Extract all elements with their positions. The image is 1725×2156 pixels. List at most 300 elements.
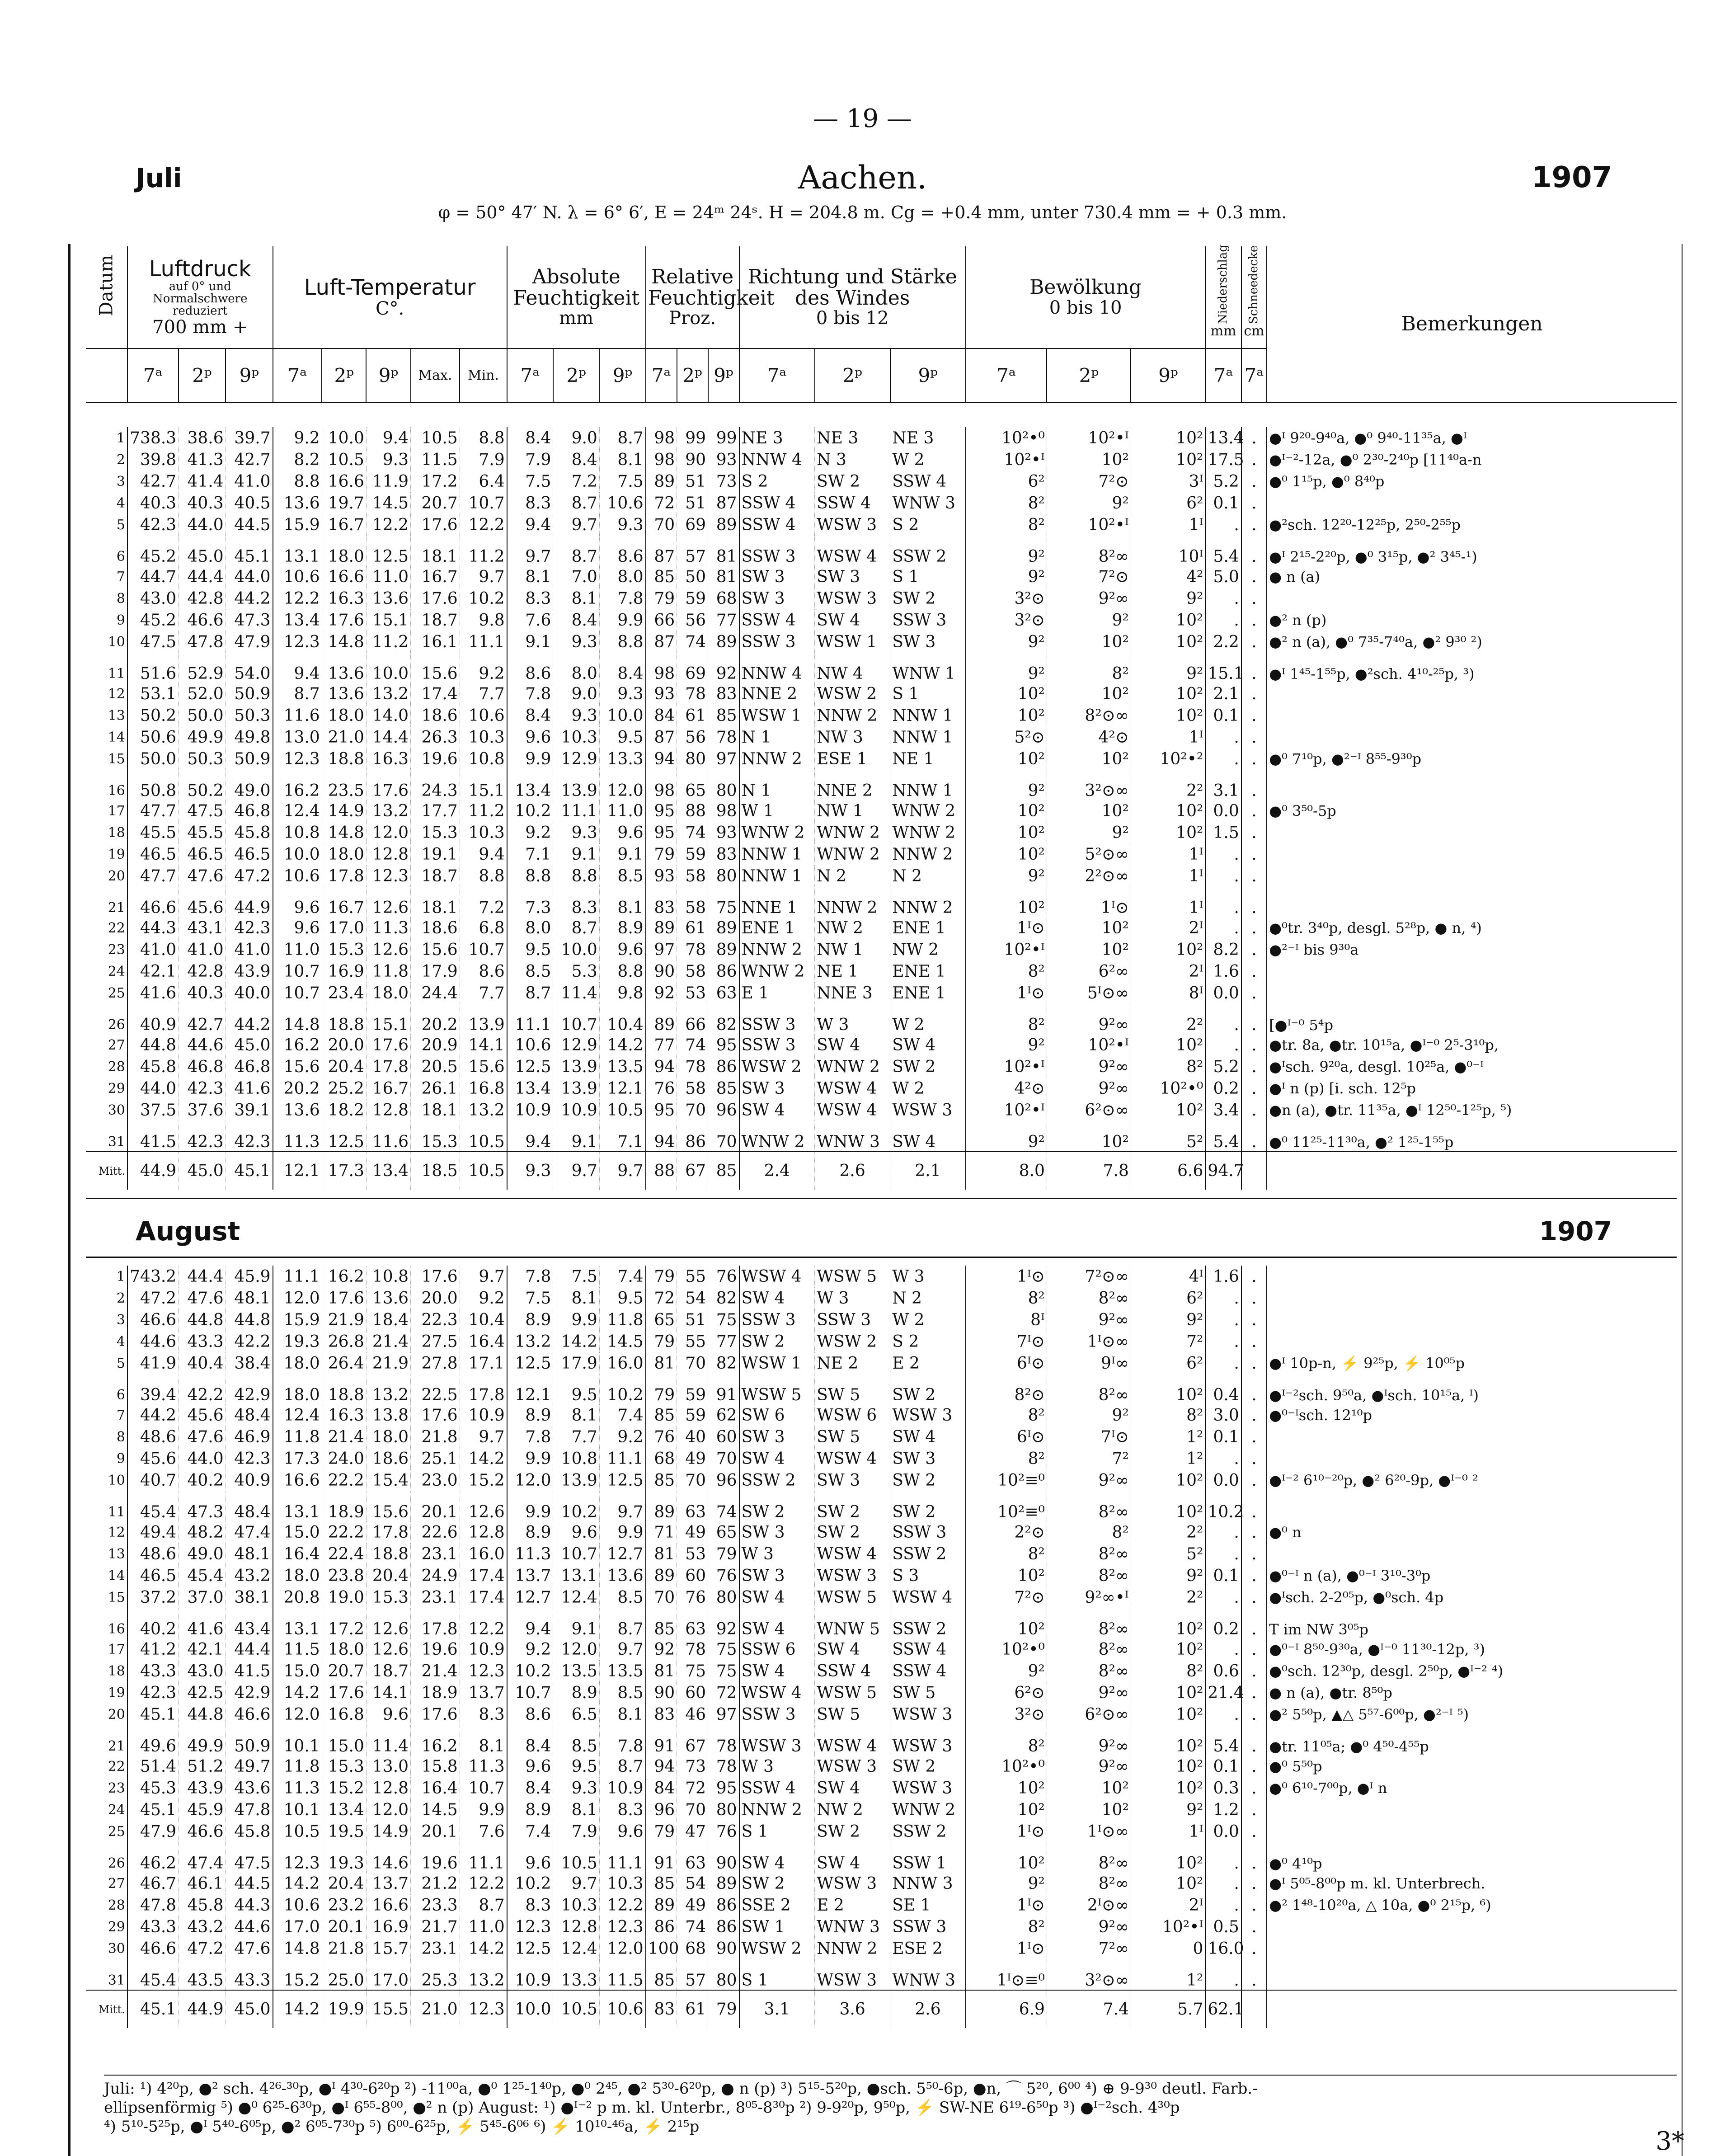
value-cell: 10.5 bbox=[411, 427, 460, 449]
value-cell: 47.4 bbox=[179, 1842, 226, 1873]
remark-cell bbox=[1267, 1821, 1677, 1842]
value-cell: 8.7 bbox=[460, 1894, 507, 1916]
value-cell: NNW 1 bbox=[890, 705, 966, 726]
value-cell: 15.1 bbox=[1205, 653, 1241, 683]
value-cell: 58 bbox=[677, 865, 708, 887]
value-cell: 16.8 bbox=[322, 1704, 366, 1725]
table-row bbox=[86, 1491, 1677, 1521]
value-cell: 46.1 bbox=[179, 1873, 226, 1894]
value-cell: SW 2 bbox=[890, 1756, 966, 1777]
table-row bbox=[86, 1331, 1677, 1352]
value-cell: WSW 3 bbox=[890, 1099, 966, 1121]
value-cell: 26.1 bbox=[411, 1078, 460, 1099]
value-cell: SW 2 bbox=[739, 1491, 815, 1521]
value-cell: 23.5 bbox=[322, 770, 366, 800]
value-cell: 20.1 bbox=[411, 1821, 460, 1842]
table-row bbox=[86, 1056, 1677, 1078]
value-cell: 9.7 bbox=[599, 1638, 645, 1660]
remark-cell: ●⁰⁻ᴵsch. 12¹⁰p bbox=[1267, 1404, 1677, 1426]
value-cell: 49.4 bbox=[127, 1521, 179, 1543]
value-cell: W 3 bbox=[890, 1266, 966, 1287]
day-cell: 21 bbox=[108, 900, 125, 916]
value-cell: 21.4 bbox=[322, 1426, 366, 1448]
value-cell: WNW 1 bbox=[890, 653, 966, 683]
value-cell: 45.6 bbox=[127, 1448, 179, 1469]
value-cell: 0.0 bbox=[1205, 982, 1241, 1004]
value-cell: 4²⊙ bbox=[1047, 726, 1131, 748]
value-cell: SW 3 bbox=[890, 1448, 966, 1469]
value-cell: 96 bbox=[646, 1799, 677, 1821]
value-cell: 3²⊙ bbox=[966, 1704, 1047, 1725]
value-cell: 9.9 bbox=[507, 748, 553, 770]
value-cell: 9.2 bbox=[507, 1638, 553, 1660]
value-cell: 89 bbox=[708, 939, 739, 960]
value-cell: NNW 2 bbox=[815, 705, 890, 726]
value-cell: 10.8 bbox=[366, 1266, 410, 1287]
value-cell: SW 4 bbox=[890, 1034, 966, 1056]
value-cell: 91 bbox=[646, 1842, 677, 1873]
day-cell: 19 bbox=[108, 1685, 125, 1701]
table-row bbox=[86, 982, 1677, 1004]
value-cell: 14.5 bbox=[411, 1799, 460, 1821]
value-cell: 42.3 bbox=[127, 514, 179, 536]
value-cell: 2ᴵ bbox=[1131, 917, 1205, 939]
value-cell: 11.2 bbox=[460, 536, 507, 566]
value-cell: 71 bbox=[646, 1521, 677, 1543]
value-cell: . bbox=[1205, 609, 1241, 631]
value-cell: SSW 2 bbox=[890, 1608, 966, 1638]
value-cell: 17.4 bbox=[460, 1565, 507, 1586]
value-cell: . bbox=[1241, 960, 1267, 982]
juli-table bbox=[86, 427, 1677, 1190]
day-cell: 4 bbox=[116, 495, 125, 511]
value-cell: 9.4 bbox=[507, 514, 553, 536]
value-cell: 8² bbox=[966, 492, 1047, 514]
value-cell: 44.3 bbox=[127, 917, 179, 939]
value-cell: 10² bbox=[1131, 1608, 1205, 1638]
value-cell: 89 bbox=[708, 514, 739, 536]
value-cell: 96 bbox=[708, 1099, 739, 1121]
value-cell: 5.3 bbox=[553, 960, 599, 982]
value-cell: 9² bbox=[966, 1034, 1047, 1056]
value-cell: 8² bbox=[966, 1404, 1047, 1426]
value-cell: 8.1 bbox=[553, 1799, 599, 1821]
day-cell: 24 bbox=[108, 1802, 125, 1818]
value-cell: 18.2 bbox=[322, 1099, 366, 1121]
value-cell: 10² bbox=[1047, 917, 1131, 939]
value-cell: 9.4 bbox=[460, 843, 507, 865]
value-cell: 98 bbox=[646, 449, 677, 471]
value-cell: 22.2 bbox=[322, 1521, 366, 1543]
value-cell: S 3 bbox=[890, 1565, 966, 1586]
value-cell: 41.6 bbox=[179, 1608, 226, 1638]
value-cell: SSW 2 bbox=[739, 1469, 815, 1491]
value-cell: 43.0 bbox=[179, 1660, 226, 1682]
value-cell: 7.2 bbox=[460, 887, 507, 917]
value-cell: . bbox=[1241, 471, 1267, 492]
value-cell: 9.2 bbox=[460, 653, 507, 683]
value-cell: 0.0 bbox=[1205, 1821, 1241, 1842]
value-cell: . bbox=[1241, 449, 1267, 471]
value-cell: 21.8 bbox=[411, 1426, 460, 1448]
value-cell: 70 bbox=[677, 1099, 708, 1121]
value-cell: N 3 bbox=[815, 449, 890, 471]
table-row bbox=[86, 1777, 1677, 1799]
hour-header-h7: 7ᵃ bbox=[646, 348, 677, 403]
value-cell: 14.5 bbox=[366, 492, 410, 514]
value-cell: 12.0 bbox=[507, 1469, 553, 1491]
value-cell: 25.2 bbox=[322, 1078, 366, 1099]
value-cell: 8² bbox=[1131, 1056, 1205, 1078]
value-cell: 9²∞ bbox=[1047, 1916, 1131, 1938]
table-row bbox=[86, 449, 1677, 471]
value-cell: 9² bbox=[966, 770, 1047, 800]
value-cell: 7.6 bbox=[507, 609, 553, 631]
value-cell: 0 bbox=[1131, 1938, 1205, 1959]
value-cell: 12.3 bbox=[507, 1916, 553, 1938]
value-cell: . bbox=[1205, 1331, 1241, 1352]
value-cell: . bbox=[1241, 1894, 1267, 1916]
value-cell: 54.0 bbox=[226, 653, 273, 683]
value-cell: 10.9 bbox=[507, 1959, 553, 1990]
value-cell: 11.0 bbox=[599, 800, 645, 822]
value-cell: 86 bbox=[708, 960, 739, 982]
value-cell: 46.5 bbox=[226, 843, 273, 865]
value-cell: SW 3 bbox=[739, 1078, 815, 1099]
remark-cell: ●⁰ 4¹⁰p bbox=[1267, 1842, 1677, 1873]
value-cell: . bbox=[1205, 726, 1241, 748]
value-cell: W 2 bbox=[890, 1078, 966, 1099]
value-cell: 15.1 bbox=[366, 609, 410, 631]
august-table bbox=[86, 1266, 1677, 2028]
value-cell: 10² bbox=[966, 1842, 1047, 1873]
value-cell: 46.2 bbox=[127, 1842, 179, 1873]
value-cell: 7.8 bbox=[599, 588, 645, 609]
value-cell: 85 bbox=[708, 1078, 739, 1099]
value-cell: 1ᴵ bbox=[1131, 843, 1205, 865]
value-cell: 72 bbox=[677, 1777, 708, 1799]
day-cell: 30 bbox=[108, 1940, 125, 1957]
table-row bbox=[86, 1404, 1677, 1426]
value-cell: 57 bbox=[677, 1959, 708, 1990]
value-cell: SW 3 bbox=[815, 1469, 890, 1491]
value-cell: 7.2 bbox=[553, 471, 599, 492]
value-cell: 9.6 bbox=[599, 939, 645, 960]
value-cell: 11.3 bbox=[273, 1121, 322, 1152]
table-row bbox=[86, 1799, 1677, 1821]
value-cell: 8²∞ bbox=[1047, 1873, 1131, 1894]
value-cell: 98 bbox=[646, 427, 677, 449]
value-cell: 18.0 bbox=[322, 705, 366, 726]
value-cell: 9.2 bbox=[599, 1426, 645, 1448]
value-cell: 9.3 bbox=[599, 683, 645, 705]
value-cell: 13.2 bbox=[460, 1959, 507, 1990]
value-cell: 85 bbox=[708, 705, 739, 726]
value-cell: 51.2 bbox=[179, 1756, 226, 1777]
value-cell: 10.5 bbox=[599, 1099, 645, 1121]
value-cell: 45.6 bbox=[179, 1404, 226, 1426]
value-cell: 16.8 bbox=[460, 1078, 507, 1099]
value-cell: 84 bbox=[646, 1777, 677, 1799]
value-cell: 47.5 bbox=[179, 800, 226, 822]
value-cell: 10²•ᴵ bbox=[966, 449, 1047, 471]
value-cell: 78 bbox=[677, 1056, 708, 1078]
value-cell: 70 bbox=[708, 1121, 739, 1152]
value-cell: 44.2 bbox=[226, 588, 273, 609]
value-cell: 86 bbox=[677, 1121, 708, 1152]
value-cell: 2.2 bbox=[1205, 631, 1241, 653]
value-cell: 12.2 bbox=[273, 588, 322, 609]
value-cell: SSW 3 bbox=[739, 1034, 815, 1056]
value-cell: 49 bbox=[677, 1448, 708, 1469]
value-cell: 16.7 bbox=[411, 566, 460, 588]
value-cell: 8²∞ bbox=[1047, 1660, 1131, 1682]
value-cell: 47.8 bbox=[127, 1894, 179, 1916]
value-cell: 10.8 bbox=[553, 1448, 599, 1469]
remark-cell: ●⁰ 5⁵⁰p bbox=[1267, 1756, 1677, 1777]
value-cell: 19.3 bbox=[322, 1842, 366, 1873]
day-cell: 20 bbox=[108, 1706, 125, 1723]
value-cell: 10.7 bbox=[273, 982, 322, 1004]
value-cell: 5.2 bbox=[1205, 1056, 1241, 1078]
remark-cell: ●²⁻ᴵ bis 9³⁰a bbox=[1267, 939, 1677, 960]
value-cell: 12.3 bbox=[460, 1660, 507, 1682]
value-cell: W 3 bbox=[815, 1004, 890, 1034]
value-cell: 18.0 bbox=[366, 982, 410, 1004]
value-cell: 92 bbox=[646, 1638, 677, 1660]
table-row bbox=[86, 536, 1677, 566]
table-row bbox=[86, 1660, 1677, 1682]
value-cell: 9.6 bbox=[599, 822, 645, 843]
value-cell: 9.2 bbox=[507, 822, 553, 843]
value-cell: 12.9 bbox=[553, 748, 599, 770]
value-cell: 10.5 bbox=[273, 1821, 322, 1842]
footnote-line-1: Juli: ¹) 4²⁰p, ●² sch. 4²⁶-³⁰p, ●ᴵ 4³⁰-6²⁰p ²) -11⁰⁰a, ●⁰ 1²⁵-1⁴⁰p, ●⁰ 2⁴⁵, ●² 5³⁰-6²⁰p, ● n (p) ³) 5¹⁵-5²⁰p, ●sch. 5⁵⁰-6p, ●n, ⌒ 5²⁰, 6⁰⁰ ⁴) ⊕ 9-9³⁰ deutl. Farb.- bbox=[104, 2080, 1258, 2098]
day-cell: 12 bbox=[108, 1524, 125, 1540]
day-cell: 6 bbox=[116, 549, 125, 565]
value-cell: . bbox=[1241, 566, 1267, 588]
table-row bbox=[86, 865, 1677, 887]
value-cell: 8²∞ bbox=[1047, 1842, 1131, 1873]
value-cell: 2² bbox=[1131, 1586, 1205, 1608]
value-cell: 5.7 bbox=[1131, 1990, 1205, 2028]
value-cell: . bbox=[1241, 1725, 1267, 1756]
value-cell: 9² bbox=[966, 536, 1047, 566]
value-cell: . bbox=[1241, 631, 1267, 653]
value-cell: 80 bbox=[708, 770, 739, 800]
value-cell: 45.2 bbox=[127, 536, 179, 566]
day-cell: 7 bbox=[116, 569, 125, 585]
value-cell: 13.9 bbox=[460, 1004, 507, 1034]
value-cell: 41.9 bbox=[127, 1352, 179, 1374]
day-cell: 10 bbox=[108, 1472, 125, 1488]
value-cell: 8² bbox=[1131, 1404, 1205, 1426]
value-cell: 15.3 bbox=[411, 1121, 460, 1152]
value-cell: 46.6 bbox=[127, 887, 179, 917]
value-cell: 9.6 bbox=[507, 1842, 553, 1873]
day-cell: 8 bbox=[116, 590, 125, 607]
value-cell: . bbox=[1241, 653, 1267, 683]
value-cell: 7.8 bbox=[599, 1725, 645, 1756]
value-cell: 68 bbox=[677, 1938, 708, 1959]
value-cell: 6²⊙∞ bbox=[1047, 1704, 1131, 1725]
value-cell: 13.3 bbox=[553, 1959, 599, 1990]
value-cell: 42.3 bbox=[179, 1121, 226, 1152]
value-cell: 10² bbox=[1131, 427, 1205, 449]
value-cell: 16.3 bbox=[322, 1404, 366, 1426]
value-cell: 43.6 bbox=[226, 1777, 273, 1799]
value-cell: 65 bbox=[677, 770, 708, 800]
value-cell: SW 4 bbox=[890, 1121, 966, 1152]
value-cell: WNW 3 bbox=[890, 1959, 966, 1990]
value-cell: 13.2 bbox=[507, 1331, 553, 1352]
value-cell: 51.4 bbox=[127, 1756, 179, 1777]
value-cell: NW 2 bbox=[815, 917, 890, 939]
value-cell: 19.6 bbox=[411, 1638, 460, 1660]
wind-header: Richtung und Stärke des Windes 0 bis 12 bbox=[739, 246, 966, 348]
value-cell: 18.8 bbox=[322, 748, 366, 770]
value-cell: W 2 bbox=[890, 1004, 966, 1034]
value-cell: 23.2 bbox=[322, 1894, 366, 1916]
value-cell: 42.2 bbox=[226, 1331, 273, 1352]
value-cell: SSW 3 bbox=[890, 1521, 966, 1543]
day-cell: 2 bbox=[116, 1290, 125, 1306]
value-cell: 8.4 bbox=[553, 609, 599, 631]
value-cell: ENE 1 bbox=[890, 960, 966, 982]
day-cell: 26 bbox=[108, 1017, 125, 1033]
value-cell: SW 2 bbox=[815, 1491, 890, 1521]
value-cell: 10² bbox=[1131, 939, 1205, 960]
value-cell: 97 bbox=[708, 1704, 739, 1725]
value-cell: SSW 3 bbox=[815, 1309, 890, 1331]
day-cell: 28 bbox=[108, 1059, 125, 1075]
value-cell: 58 bbox=[677, 887, 708, 917]
value-cell: 12.3 bbox=[599, 1916, 645, 1938]
value-cell: 16.9 bbox=[322, 960, 366, 982]
value-cell: 0.4 bbox=[1205, 1374, 1241, 1404]
value-cell: 43.1 bbox=[179, 917, 226, 939]
value-cell: 80 bbox=[708, 865, 739, 887]
remark-cell: ●⁰ n bbox=[1267, 1521, 1677, 1543]
value-cell: 7² bbox=[1131, 1331, 1205, 1352]
value-cell: . bbox=[1241, 1004, 1267, 1034]
value-cell: 13.7 bbox=[507, 1565, 553, 1586]
value-cell: 9.6 bbox=[553, 1521, 599, 1543]
value-cell: 9² bbox=[966, 631, 1047, 653]
value-cell: 16.7 bbox=[366, 1078, 410, 1099]
value-cell: SSE 2 bbox=[739, 1894, 815, 1916]
value-cell: 17.3 bbox=[273, 1448, 322, 1469]
value-cell: 10.9 bbox=[599, 1777, 645, 1799]
value-cell: . bbox=[1241, 1469, 1267, 1491]
value-cell: 51 bbox=[677, 492, 708, 514]
value-cell: 18.8 bbox=[322, 1004, 366, 1034]
value-cell: 12.2 bbox=[460, 1873, 507, 1894]
value-cell: 9.8 bbox=[599, 982, 645, 1004]
value-cell: . bbox=[1241, 1331, 1267, 1352]
day-cell: 9 bbox=[116, 612, 125, 628]
hour-header-h9: 9ᵖ bbox=[599, 348, 645, 403]
remark-cell: ●⁰⁻ᴵ n (a), ●⁰⁻ᴵ 3¹⁰-3⁰p bbox=[1267, 1565, 1677, 1586]
value-cell: 8.9 bbox=[553, 1682, 599, 1704]
value-cell: 12.4 bbox=[553, 1586, 599, 1608]
value-cell: 49 bbox=[677, 1521, 708, 1543]
value-cell: 46.8 bbox=[226, 800, 273, 822]
table-row bbox=[86, 960, 1677, 982]
value-cell: 2²⊙∞ bbox=[1047, 865, 1131, 887]
value-cell: 73 bbox=[677, 1756, 708, 1777]
value-cell: NW 2 bbox=[815, 1799, 890, 1821]
value-cell: 47.6 bbox=[179, 1426, 226, 1448]
day-cell: 3 bbox=[116, 473, 125, 490]
value-cell: 10.6 bbox=[273, 1894, 322, 1916]
value-cell: 12.3 bbox=[273, 748, 322, 770]
value-cell: 5.4 bbox=[1205, 1121, 1241, 1152]
value-cell: 10.2 bbox=[507, 1660, 553, 1682]
value-cell: 6² bbox=[1131, 1287, 1205, 1309]
value-cell: 18.1 bbox=[411, 887, 460, 917]
remark-cell: ●⁰ 3⁵⁰-5p bbox=[1267, 800, 1677, 822]
value-cell: 4² bbox=[1131, 566, 1205, 588]
remark-cell: ●⁰ 1¹⁵p, ●⁰ 8⁴⁰p bbox=[1267, 471, 1677, 492]
value-cell: 8.1 bbox=[599, 887, 645, 917]
value-cell: SW 3 bbox=[739, 1521, 815, 1543]
value-cell: 10.0 bbox=[507, 1990, 553, 2028]
value-cell: 9² bbox=[966, 865, 1047, 887]
value-cell: 50.3 bbox=[226, 705, 273, 726]
value-cell: 2² bbox=[1131, 1004, 1205, 1034]
value-cell: 44.9 bbox=[179, 1990, 226, 2028]
value-cell: 12.0 bbox=[273, 1704, 322, 1725]
value-cell: 40.2 bbox=[127, 1608, 179, 1638]
value-cell: 1.2 bbox=[1205, 1799, 1241, 1821]
value-cell: 40.9 bbox=[127, 1004, 179, 1034]
value-cell: 1² bbox=[1131, 1959, 1205, 1990]
table-row bbox=[86, 609, 1677, 631]
value-cell: . bbox=[1205, 1521, 1241, 1543]
value-cell: 10²•ᴵ bbox=[966, 1056, 1047, 1078]
value-cell: 45.0 bbox=[179, 536, 226, 566]
remark-cell: T im NW 3⁰⁵p bbox=[1267, 1608, 1677, 1638]
value-cell: 15.2 bbox=[273, 1959, 322, 1990]
value-cell: 17.6 bbox=[411, 588, 460, 609]
value-cell: 10.0 bbox=[273, 843, 322, 865]
datum-header: Datum bbox=[96, 254, 117, 316]
value-cell: 9² bbox=[966, 1660, 1047, 1682]
hour-header-h7: 7ᵃ bbox=[507, 348, 553, 403]
value-cell: 0.1 bbox=[1205, 1565, 1241, 1586]
value-cell: 12.1 bbox=[507, 1374, 553, 1404]
value-cell: 8.7 bbox=[599, 1756, 645, 1777]
value-cell: 15.1 bbox=[460, 770, 507, 800]
value-cell: 12.6 bbox=[366, 939, 410, 960]
value-cell: 0.1 bbox=[1205, 1756, 1241, 1777]
value-cell: SW 2 bbox=[739, 1331, 815, 1352]
day-cell: 12 bbox=[108, 686, 125, 702]
value-cell: SW 2 bbox=[739, 1873, 815, 1894]
value-cell: SSW 4 bbox=[890, 1638, 966, 1660]
value-cell: 21.4 bbox=[1205, 1682, 1241, 1704]
value-cell: 10²≡⁰ bbox=[966, 1491, 1047, 1521]
value-cell: . bbox=[1241, 1916, 1267, 1938]
value-cell: 61 bbox=[677, 917, 708, 939]
august-title: August bbox=[136, 1216, 240, 1247]
value-cell: SW 1 bbox=[739, 1916, 815, 1938]
value-cell: 11.3 bbox=[273, 1777, 322, 1799]
value-cell: 16.4 bbox=[460, 1331, 507, 1352]
value-cell: 12.2 bbox=[599, 1894, 645, 1916]
value-cell: . bbox=[1205, 1004, 1241, 1034]
